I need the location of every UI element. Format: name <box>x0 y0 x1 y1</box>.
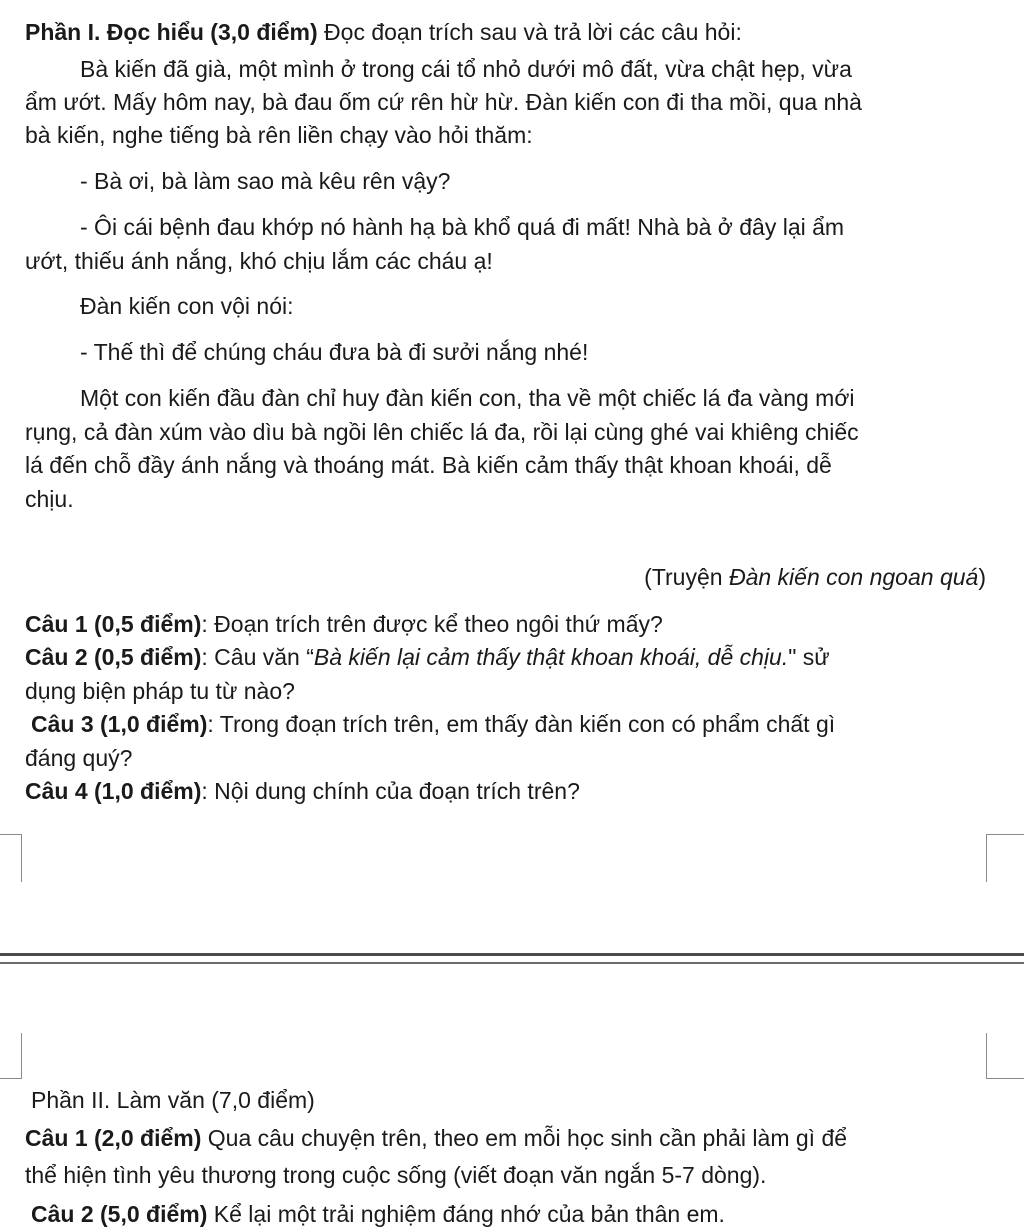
passage-line: Một con kiến đầu đàn chỉ huy đàn kiến con, tha về một chiếc lá đa vàng mới <box>80 385 855 411</box>
passage-line: Đàn kiến con vội nói: <box>80 293 294 319</box>
question-text: : Đoạn trích trên được kể theo ngôi thứ mấy? <box>201 611 663 637</box>
question-label: Câu 2 (5,0 điểm) <box>31 1201 208 1227</box>
essay-question-1 <box>25 1123 847 1153</box>
passage-line: rụng, cả đàn xúm vào dìu bà ngồi lên chiếc lá đa, rồi lại cùng ghé vai khiêng chiếc <box>25 419 859 445</box>
source-title: Đàn kiến con ngoan quá <box>728 564 979 590</box>
dialogue-line: ướt, thiếu ánh nắng, khó chịu lắm các cháu ạ! <box>25 248 493 274</box>
question-quote: Bà kiến lại cảm thấy thật khoan khoái, dễ chịu. <box>313 644 789 670</box>
page-corner-mark <box>0 1078 22 1079</box>
page-separator <box>0 953 1024 956</box>
question-label: Câu 4 (1,0 điểm) <box>25 778 202 804</box>
page-corner-mark <box>986 834 987 882</box>
page-corner-mark <box>986 834 1024 835</box>
question-3-line2: đáng quý? <box>25 745 133 771</box>
essay-question-2 <box>31 1199 725 1229</box>
source-citation <box>644 562 986 592</box>
part1-heading-bold: Phần I. Đọc hiểu (3,0 điểm) <box>25 19 318 45</box>
dialogue-line: - Ôi cái bệnh đau khớp nó hành hạ bà khổ quá đi mất! Nhà bà ở đây lại ẩm <box>80 214 845 240</box>
part1-heading <box>25 17 742 47</box>
question-text: : Trong đoạn trích trên, em thấy đàn kiến con có phẩm chất gì <box>207 711 836 737</box>
part2-heading: Phần II. Làm văn (7,0 điểm) <box>31 1087 315 1113</box>
page-corner-mark <box>21 1033 22 1079</box>
question-1 <box>25 609 663 639</box>
question-label: Câu 3 (1,0 điểm) <box>31 711 208 737</box>
question-label: Câu 1 (0,5 điểm) <box>25 611 202 637</box>
question-text: " sử <box>788 644 830 670</box>
dialogue-line: - Bà ơi, bà làm sao mà kêu rên vậy? <box>80 168 451 194</box>
passage-line: bà kiến, nghe tiếng bà rên liền chạy vào hỏi thăm: <box>25 122 533 148</box>
question-2-line2: dụng biện pháp tu từ nào? <box>25 678 295 704</box>
question-text: : Nội dung chính của đoạn trích trên? <box>201 778 580 804</box>
passage-line: ẩm ướt. Mấy hôm nay, bà đau ốm cứ rên hừ hừ. Đàn kiến con đi tha mồi, qua nhà <box>25 89 862 115</box>
page-separator <box>0 962 1024 964</box>
source-prefix: (Truyện <box>644 564 729 590</box>
essay-question-1-line2: thể hiện tình yêu thương trong cuộc sống (viết đoạn văn ngắn 5-7 dòng). <box>25 1162 767 1188</box>
page-corner-mark <box>986 1033 987 1079</box>
passage-line: Bà kiến đã già, một mình ở trong cái tổ nhỏ dưới mô đất, vừa chật hẹp, vừa <box>80 56 852 82</box>
question-label: Câu 2 (0,5 điểm) <box>25 644 202 670</box>
page-corner-mark <box>21 834 22 882</box>
question-text: : Câu văn “ <box>201 644 314 670</box>
question-3 <box>31 709 835 739</box>
question-text: Qua câu chuyện trên, theo em mỗi học sinh cần phải làm gì để <box>201 1125 848 1151</box>
question-text: Kể lại một trải nghiệm đáng nhớ của bản thân em. <box>207 1201 725 1227</box>
part1-heading-rest: Đọc đoạn trích sau và trả lời các câu hỏi: <box>317 19 742 45</box>
question-label: Câu 1 (2,0 điểm) <box>25 1125 202 1151</box>
passage-line: lá đến chỗ đầy ánh nắng và thoáng mát. Bà kiến cảm thấy thật khoan khoái, dễ <box>25 452 832 478</box>
dialogue-line: - Thế thì để chúng cháu đưa bà đi sưởi nắng nhé! <box>80 339 589 365</box>
page-corner-mark <box>0 834 22 835</box>
question-4 <box>25 776 580 806</box>
passage-line: chịu. <box>25 486 74 512</box>
page-corner-mark <box>986 1078 1024 1079</box>
question-2 <box>25 642 830 672</box>
source-suffix: ) <box>978 564 986 590</box>
